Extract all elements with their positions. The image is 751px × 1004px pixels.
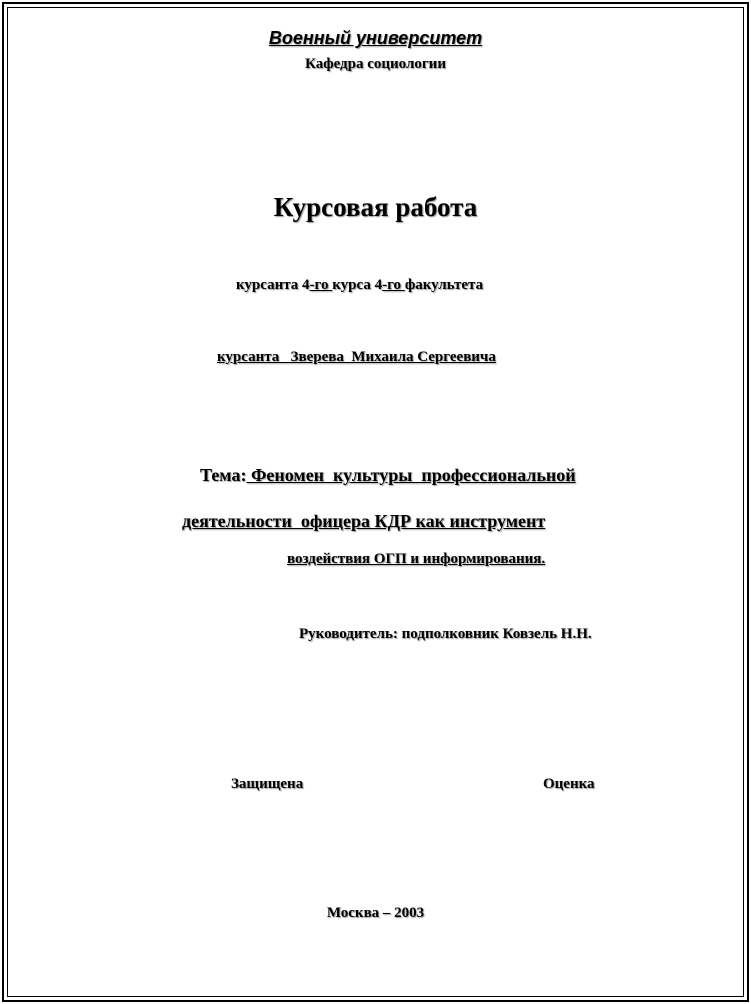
document-title: Курсовая работа — [273, 192, 478, 222]
course-line — [236, 278, 483, 293]
topic-line-1 — [200, 466, 576, 484]
faculty-suffix: -го — [382, 277, 405, 293]
defended-label: Защищена — [231, 776, 304, 792]
topic-text-1: Феномен культуры профессиональной — [246, 465, 576, 485]
city-year: Москва – 2003 — [326, 905, 425, 921]
page-border-inner — [7, 7, 744, 997]
course-suffix: -го — [309, 277, 333, 293]
topic-label: Тема: — [200, 465, 247, 485]
course-word: курса 4 — [332, 277, 383, 293]
student-name-line: курсанта Зверева Михаила Сергеевича — [217, 349, 496, 365]
faculty-word: факультета — [404, 277, 484, 293]
course-prefix: курсанта 4 — [236, 277, 310, 293]
department-name: Кафедра социологии — [305, 56, 446, 72]
supervisor-line: Руководитель: подполковник Ковзель Н.Н. — [299, 626, 592, 642]
topic-line-2: деятельности офицера КДР как инструмент — [182, 511, 546, 531]
topic-line-3: воздействия ОГП и информирования. — [287, 551, 546, 567]
university-name: Военный университет — [268, 28, 483, 48]
grade-label: Оценка — [543, 776, 595, 792]
